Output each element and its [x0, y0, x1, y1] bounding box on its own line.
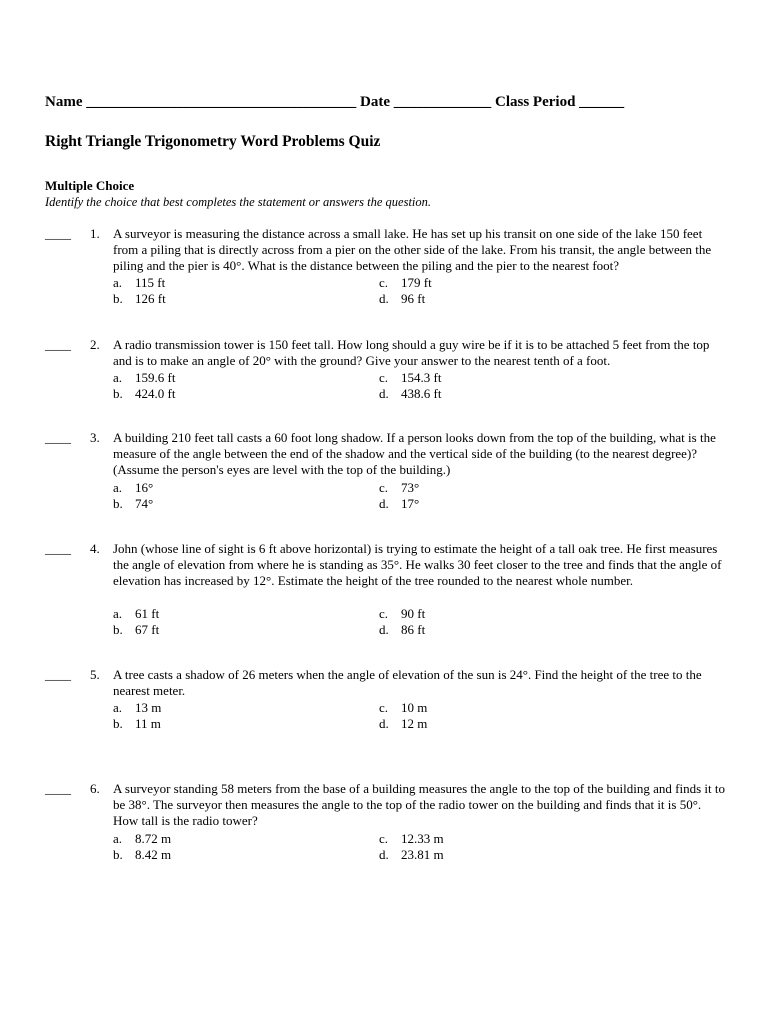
- choice-letter: a.: [113, 831, 123, 846]
- choice-b: [113, 291, 166, 307]
- answer-blank: ____: [45, 226, 71, 241]
- choice-a: [113, 370, 175, 386]
- quiz-title: Right Triangle Trigonometry Word Problems Quiz: [45, 133, 381, 150]
- choice-letter: d.: [379, 496, 389, 511]
- section-title: Multiple Choice: [45, 178, 135, 193]
- choice-value: 10 m: [401, 700, 428, 715]
- question-text: A tree casts a shadow of 26 meters when the angle of elevation of the sun is 24°. Find the height of the tree to the nearest meter.: [113, 667, 702, 699]
- answer-blank: ____: [45, 430, 71, 445]
- student-info-line: [45, 94, 624, 111]
- question-number: 1.: [90, 226, 100, 241]
- choice-value: 438.6 ft: [401, 386, 442, 401]
- question-text: A surveyor standing 58 meters from the base of a building measures the angle to the top of the building and finds it to be 38°. The surveyor then measures the angle to the top of the radio tower on the building and finds that it is 50°. How tall is the radio tower?: [113, 781, 725, 829]
- choice-letter: a.: [113, 480, 123, 495]
- choice-value: 16°: [135, 480, 154, 495]
- choice-a: [113, 480, 153, 496]
- answer-blank: ____: [45, 781, 71, 796]
- question-number: 4.: [90, 541, 100, 556]
- choice-letter: b.: [113, 847, 123, 862]
- date-field-label: Date _____________: [360, 94, 492, 110]
- choice-letter: c.: [379, 831, 389, 846]
- choice-letter: d.: [379, 622, 389, 637]
- choice-value: 67 ft: [135, 622, 160, 637]
- choice-c: [379, 606, 425, 622]
- choice-letter: a.: [113, 275, 123, 290]
- choice-value: 12.33 m: [401, 831, 444, 846]
- choice-letter: c.: [379, 275, 389, 290]
- choice-a: [113, 275, 165, 291]
- question-number: 5.: [90, 667, 100, 682]
- question-text: A radio transmission tower is 150 feet tall. How long should a guy wire be if it is to be attached 5 feet from the top and is to make an angle of 20° with the ground? Give your answer to the nearest tenth of a foot.: [113, 337, 710, 369]
- class-period-field-label: Class Period ______: [495, 94, 625, 110]
- question-number: 2.: [90, 337, 100, 352]
- choice-letter: d.: [379, 386, 389, 401]
- choice-letter: c.: [379, 606, 389, 621]
- question-text: A building 210 feet tall casts a 60 foot long shadow. If a person looks down from the top of the building, what is the measure of the angle between the end of the shadow and the vertical side of the building (to the nearest degree)? (Assume the person's eyes are level with the top of the building.): [113, 430, 716, 478]
- question-text: John (whose line of sight is 6 ft above horizontal) is trying to estimate the height of a tall oak tree. He first measures the angle of elevation from where he is standing as 35°. He walks 30 feet closer to the tree and finds that the angle of elevation has increased by 12°. Estimate the height of the tree rounded to the nearest whole number.: [113, 541, 722, 589]
- choice-value: 115 ft: [135, 275, 166, 290]
- choice-value: 126 ft: [135, 291, 166, 306]
- choice-b: [113, 716, 161, 732]
- choice-value: 8.72 m: [135, 831, 172, 846]
- choice-c: [379, 275, 432, 291]
- choice-a: [113, 831, 171, 847]
- choice-value: 159.6 ft: [135, 370, 176, 385]
- choice-value: 86 ft: [401, 622, 426, 637]
- choice-value: 154.3 ft: [401, 370, 442, 385]
- choice-d: [379, 386, 441, 402]
- choice-letter: c.: [379, 370, 389, 385]
- choice-value: 73°: [401, 480, 420, 495]
- choice-value: 179 ft: [401, 275, 432, 290]
- choice-d: [379, 847, 444, 863]
- choice-value: 74°: [135, 496, 154, 511]
- choice-c: [379, 370, 441, 386]
- answer-blank: ____: [45, 337, 71, 352]
- choice-d: [379, 291, 425, 307]
- choice-letter: c.: [379, 480, 389, 495]
- choice-letter: d.: [379, 716, 389, 731]
- choice-value: 17°: [401, 496, 420, 511]
- choice-letter: b.: [113, 716, 123, 731]
- choice-value: 13 m: [135, 700, 162, 715]
- choice-letter: a.: [113, 370, 123, 385]
- choice-value: 90 ft: [401, 606, 426, 621]
- choice-value: 96 ft: [401, 291, 426, 306]
- choice-b: [113, 847, 171, 863]
- choice-value: 11 m: [135, 716, 161, 731]
- choice-letter: b.: [113, 622, 123, 637]
- choice-c: [379, 480, 419, 496]
- choice-value: 61 ft: [135, 606, 160, 621]
- choice-letter: a.: [113, 700, 123, 715]
- choice-letter: d.: [379, 847, 389, 862]
- choice-value: 12 m: [401, 716, 428, 731]
- choice-letter: b.: [113, 386, 123, 401]
- choice-a: [113, 606, 159, 622]
- question-text: A surveyor is measuring the distance across a small lake. He has set up his transit on one side of the lake 150 feet from a piling that is directly across from a pier on the other side of the lake. From his transit, the angle between the piling and the pier is 40°. What is the distance between the piling and the pier to the nearest foot?: [113, 226, 712, 274]
- choice-b: [113, 386, 175, 402]
- answer-blank: ____: [45, 541, 71, 556]
- choice-letter: a.: [113, 606, 123, 621]
- section-instructions: Identify the choice that best completes the statement or answers the question.: [45, 195, 432, 209]
- question-number: 3.: [90, 430, 100, 445]
- choice-d: [379, 622, 425, 638]
- choice-a: [113, 700, 161, 716]
- name-field-label: Name ____________________________________: [45, 94, 357, 110]
- choice-b: [113, 622, 159, 638]
- choice-value: 8.42 m: [135, 847, 172, 862]
- choice-d: [379, 716, 427, 732]
- choice-d: [379, 496, 419, 512]
- choice-letter: c.: [379, 700, 389, 715]
- choice-c: [379, 831, 444, 847]
- answer-blank: ____: [45, 667, 71, 682]
- choice-b: [113, 496, 153, 512]
- question-number: 6.: [90, 781, 100, 796]
- choice-letter: d.: [379, 291, 389, 306]
- choice-c: [379, 700, 427, 716]
- choice-value: 23.81 m: [401, 847, 444, 862]
- choice-value: 424.0 ft: [135, 386, 176, 401]
- choice-letter: b.: [113, 496, 123, 511]
- choice-letter: b.: [113, 291, 123, 306]
